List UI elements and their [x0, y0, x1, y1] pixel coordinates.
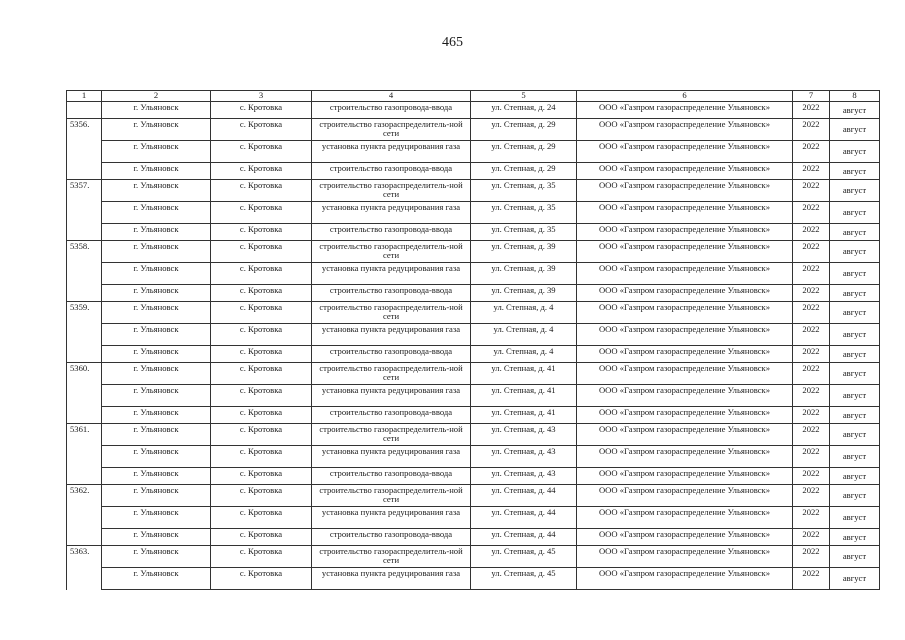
year-cell: 2022 — [793, 263, 830, 285]
work-type-cell: строительство газораспределитель-ной сети — [312, 119, 471, 141]
city-cell: г. Ульяновск — [102, 346, 211, 363]
column-header-2: 2 — [102, 91, 211, 102]
month-cell: август — [830, 485, 880, 507]
village-cell: с. Кротовка — [211, 119, 312, 141]
village-cell: с. Кротовка — [211, 141, 312, 163]
city-cell: г. Ульяновск — [102, 446, 211, 468]
year-cell: 2022 — [793, 202, 830, 224]
year-cell: 2022 — [793, 141, 830, 163]
work-type-cell: строительство газопровода-ввода — [312, 102, 471, 119]
city-cell: г. Ульяновск — [102, 424, 211, 446]
year-cell: 2022 — [793, 485, 830, 507]
table-row — [67, 485, 880, 507]
village-cell: с. Кротовка — [211, 346, 312, 363]
row-number — [67, 224, 102, 241]
organization-cell: ООО «Газпром газораспределение Ульяновск» — [577, 407, 793, 424]
year-cell: 2022 — [793, 241, 830, 263]
organization-cell: ООО «Газпром газораспределение Ульяновск» — [577, 507, 793, 529]
row-number — [67, 324, 102, 346]
work-type-cell: строительство газораспределитель-ной сети — [312, 241, 471, 263]
table-row — [67, 424, 880, 446]
row-number: 5359. — [67, 302, 102, 324]
organization-cell: ООО «Газпром газораспределение Ульяновск» — [577, 202, 793, 224]
column-header-8: 8 — [830, 91, 880, 102]
column-header-7: 7 — [793, 91, 830, 102]
organization-cell: ООО «Газпром газораспределение Ульяновск» — [577, 119, 793, 141]
village-cell: с. Кротовка — [211, 102, 312, 119]
year-cell: 2022 — [793, 546, 830, 568]
city-cell: г. Ульяновск — [102, 385, 211, 407]
table-row — [67, 446, 880, 468]
work-type-cell: установка пункта редуцирования газа — [312, 141, 471, 163]
city-cell: г. Ульяновск — [102, 407, 211, 424]
city-cell: г. Ульяновск — [102, 324, 211, 346]
organization-cell: ООО «Газпром газораспределение Ульяновск» — [577, 102, 793, 119]
year-cell: 2022 — [793, 507, 830, 529]
registry-table — [66, 90, 880, 590]
village-cell: с. Кротовка — [211, 424, 312, 446]
village-cell: с. Кротовка — [211, 263, 312, 285]
row-number — [67, 141, 102, 163]
row-number — [67, 263, 102, 285]
address-cell: ул. Степная, д. 44 — [471, 485, 577, 507]
month-cell: август — [830, 119, 880, 141]
header-row — [67, 91, 880, 102]
row-number: 5356. — [67, 119, 102, 141]
table-row — [67, 407, 880, 424]
table-row — [67, 507, 880, 529]
table-header — [67, 91, 880, 102]
work-type-cell: установка пункта редуцирования газа — [312, 202, 471, 224]
city-cell: г. Ульяновск — [102, 202, 211, 224]
village-cell: с. Кротовка — [211, 241, 312, 263]
year-cell: 2022 — [793, 363, 830, 385]
month-cell: август — [830, 324, 880, 346]
work-type-cell: установка пункта редуцирования газа — [312, 324, 471, 346]
organization-cell: ООО «Газпром газораспределение Ульяновск» — [577, 424, 793, 446]
city-cell: г. Ульяновск — [102, 485, 211, 507]
village-cell: с. Кротовка — [211, 546, 312, 568]
table-row — [67, 241, 880, 263]
address-cell: ул. Степная, д. 41 — [471, 363, 577, 385]
row-number: 5357. — [67, 180, 102, 202]
organization-cell: ООО «Газпром газораспределение Ульяновск» — [577, 546, 793, 568]
city-cell: г. Ульяновск — [102, 285, 211, 302]
address-cell: ул. Степная, д. 39 — [471, 241, 577, 263]
work-type-cell: строительство газораспределитель-ной сети — [312, 546, 471, 568]
city-cell: г. Ульяновск — [102, 102, 211, 119]
village-cell: с. Кротовка — [211, 224, 312, 241]
month-cell: август — [830, 468, 880, 485]
organization-cell: ООО «Газпром газораспределение Ульяновск» — [577, 385, 793, 407]
address-cell: ул. Степная, д. 29 — [471, 163, 577, 180]
month-cell: август — [830, 180, 880, 202]
address-cell: ул. Степная, д. 29 — [471, 141, 577, 163]
address-cell: ул. Степная, д. 44 — [471, 507, 577, 529]
year-cell: 2022 — [793, 529, 830, 546]
month-cell: август — [830, 241, 880, 263]
table-row — [67, 546, 880, 568]
column-header-1: 1 — [67, 91, 102, 102]
address-cell: ул. Степная, д. 45 — [471, 568, 577, 590]
organization-cell: ООО «Газпром газораспределение Ульяновск» — [577, 241, 793, 263]
table-row — [67, 119, 880, 141]
city-cell: г. Ульяновск — [102, 163, 211, 180]
row-number: 5358. — [67, 241, 102, 263]
address-cell: ул. Степная, д. 39 — [471, 263, 577, 285]
month-cell: август — [830, 507, 880, 529]
row-number: 5361. — [67, 424, 102, 446]
village-cell: с. Кротовка — [211, 163, 312, 180]
year-cell: 2022 — [793, 163, 830, 180]
table-row — [67, 263, 880, 285]
work-type-cell: строительство газопровода-ввода — [312, 346, 471, 363]
month-cell: август — [830, 263, 880, 285]
address-cell: ул. Степная, д. 43 — [471, 446, 577, 468]
row-number — [67, 446, 102, 468]
month-cell: август — [830, 363, 880, 385]
work-type-cell: строительство газопровода-ввода — [312, 468, 471, 485]
year-cell: 2022 — [793, 385, 830, 407]
city-cell: г. Ульяновск — [102, 529, 211, 546]
organization-cell: ООО «Газпром газораспределение Ульяновск» — [577, 180, 793, 202]
city-cell: г. Ульяновск — [102, 263, 211, 285]
address-cell: ул. Степная, д. 41 — [471, 407, 577, 424]
work-type-cell: строительство газораспределитель-ной сети — [312, 363, 471, 385]
work-type-cell: строительство газопровода-ввода — [312, 529, 471, 546]
month-cell: август — [830, 546, 880, 568]
month-cell: август — [830, 202, 880, 224]
table-row — [67, 202, 880, 224]
table-row — [67, 163, 880, 180]
address-cell: ул. Степная, д. 24 — [471, 102, 577, 119]
column-header-6: 6 — [577, 91, 793, 102]
row-number — [67, 202, 102, 224]
organization-cell: ООО «Газпром газораспределение Ульяновск» — [577, 446, 793, 468]
year-cell: 2022 — [793, 446, 830, 468]
table-row — [67, 102, 880, 119]
year-cell: 2022 — [793, 119, 830, 141]
table-row — [67, 468, 880, 485]
village-cell: с. Кротовка — [211, 446, 312, 468]
village-cell: с. Кротовка — [211, 468, 312, 485]
page-number: 465 — [442, 35, 463, 50]
year-cell: 2022 — [793, 568, 830, 590]
organization-cell: ООО «Газпром газораспределение Ульяновск» — [577, 468, 793, 485]
table-row — [67, 141, 880, 163]
address-cell: ул. Степная, д. 4 — [471, 346, 577, 363]
month-cell: август — [830, 446, 880, 468]
address-cell: ул. Степная, д. 43 — [471, 424, 577, 446]
month-cell: август — [830, 385, 880, 407]
address-cell: ул. Степная, д. 35 — [471, 180, 577, 202]
work-type-cell: установка пункта редуцирования газа — [312, 385, 471, 407]
organization-cell: ООО «Газпром газораспределение Ульяновск» — [577, 224, 793, 241]
city-cell: г. Ульяновск — [102, 119, 211, 141]
month-cell: август — [830, 424, 880, 446]
month-cell: август — [830, 285, 880, 302]
work-type-cell: строительство газораспределитель-ной сети — [312, 424, 471, 446]
village-cell: с. Кротовка — [211, 407, 312, 424]
village-cell: с. Кротовка — [211, 180, 312, 202]
organization-cell: ООО «Газпром газораспределение Ульяновск» — [577, 363, 793, 385]
village-cell: с. Кротовка — [211, 302, 312, 324]
month-cell: август — [830, 407, 880, 424]
table-row — [67, 385, 880, 407]
address-cell: ул. Степная, д. 35 — [471, 202, 577, 224]
organization-cell: ООО «Газпром газораспределение Ульяновск» — [577, 263, 793, 285]
table-body — [67, 102, 880, 590]
row-number — [67, 529, 102, 546]
work-type-cell: строительство газопровода-ввода — [312, 224, 471, 241]
month-cell: август — [830, 141, 880, 163]
organization-cell: ООО «Газпром газораспределение Ульяновск» — [577, 163, 793, 180]
work-type-cell: установка пункта редуцирования газа — [312, 568, 471, 590]
row-number: 5360. — [67, 363, 102, 385]
work-type-cell: установка пункта редуцирования газа — [312, 263, 471, 285]
village-cell: с. Кротовка — [211, 363, 312, 385]
work-type-cell: строительство газораспределитель-ной сети — [312, 302, 471, 324]
address-cell: ул. Степная, д. 44 — [471, 529, 577, 546]
address-cell: ул. Степная, д. 45 — [471, 546, 577, 568]
year-cell: 2022 — [793, 346, 830, 363]
month-cell: август — [830, 163, 880, 180]
organization-cell: ООО «Газпром газораспределение Ульяновск» — [577, 324, 793, 346]
month-cell: август — [830, 529, 880, 546]
work-type-cell: установка пункта редуцирования газа — [312, 446, 471, 468]
city-cell: г. Ульяновск — [102, 468, 211, 485]
address-cell: ул. Степная, д. 29 — [471, 119, 577, 141]
table-row — [67, 346, 880, 363]
row-number — [67, 468, 102, 485]
work-type-cell: строительство газопровода-ввода — [312, 285, 471, 302]
year-cell: 2022 — [793, 180, 830, 202]
year-cell: 2022 — [793, 407, 830, 424]
row-number — [67, 285, 102, 302]
village-cell: с. Кротовка — [211, 324, 312, 346]
row-number — [67, 163, 102, 180]
city-cell: г. Ульяновск — [102, 507, 211, 529]
year-cell: 2022 — [793, 324, 830, 346]
village-cell: с. Кротовка — [211, 385, 312, 407]
table-row — [67, 363, 880, 385]
month-cell: август — [830, 102, 880, 119]
month-cell: август — [830, 302, 880, 324]
city-cell: г. Ульяновск — [102, 363, 211, 385]
row-number: 5363. — [67, 546, 102, 568]
village-cell: с. Кротовка — [211, 202, 312, 224]
organization-cell: ООО «Газпром газораспределение Ульяновск» — [577, 485, 793, 507]
column-header-5: 5 — [471, 91, 577, 102]
city-cell: г. Ульяновск — [102, 141, 211, 163]
address-cell: ул. Степная, д. 4 — [471, 302, 577, 324]
row-number: 5362. — [67, 485, 102, 507]
city-cell: г. Ульяновск — [102, 180, 211, 202]
column-header-3: 3 — [211, 91, 312, 102]
address-cell: ул. Степная, д. 41 — [471, 385, 577, 407]
address-cell: ул. Степная, д. 35 — [471, 224, 577, 241]
table-row — [67, 302, 880, 324]
organization-cell: ООО «Газпром газораспределение Ульяновск» — [577, 302, 793, 324]
organization-cell: ООО «Газпром газораспределение Ульяновск» — [577, 529, 793, 546]
city-cell: г. Ульяновск — [102, 241, 211, 263]
table-row — [67, 180, 880, 202]
year-cell: 2022 — [793, 285, 830, 302]
village-cell: с. Кротовка — [211, 529, 312, 546]
row-number — [67, 568, 102, 590]
table-row — [67, 224, 880, 241]
address-cell: ул. Степная, д. 39 — [471, 285, 577, 302]
work-type-cell: строительство газораспределитель-ной сети — [312, 485, 471, 507]
year-cell: 2022 — [793, 468, 830, 485]
organization-cell: ООО «Газпром газораспределение Ульяновск» — [577, 285, 793, 302]
column-header-4: 4 — [312, 91, 471, 102]
organization-cell: ООО «Газпром газораспределение Ульяновск» — [577, 141, 793, 163]
month-cell: август — [830, 224, 880, 241]
year-cell: 2022 — [793, 102, 830, 119]
work-type-cell: строительство газопровода-ввода — [312, 163, 471, 180]
village-cell: с. Кротовка — [211, 485, 312, 507]
month-cell: август — [830, 568, 880, 590]
table-row — [67, 285, 880, 302]
month-cell: август — [830, 346, 880, 363]
village-cell: с. Кротовка — [211, 507, 312, 529]
row-number — [67, 407, 102, 424]
year-cell: 2022 — [793, 302, 830, 324]
address-cell: ул. Степная, д. 43 — [471, 468, 577, 485]
row-number — [67, 507, 102, 529]
city-cell: г. Ульяновск — [102, 568, 211, 590]
village-cell: с. Кротовка — [211, 285, 312, 302]
table-row — [67, 568, 880, 590]
table-row — [67, 529, 880, 546]
city-cell: г. Ульяновск — [102, 302, 211, 324]
city-cell: г. Ульяновск — [102, 224, 211, 241]
organization-cell: ООО «Газпром газораспределение Ульяновск» — [577, 346, 793, 363]
work-type-cell: установка пункта редуцирования газа — [312, 507, 471, 529]
address-cell: ул. Степная, д. 4 — [471, 324, 577, 346]
year-cell: 2022 — [793, 424, 830, 446]
year-cell: 2022 — [793, 224, 830, 241]
work-type-cell: строительство газораспределитель-ной сети — [312, 180, 471, 202]
city-cell: г. Ульяновск — [102, 546, 211, 568]
work-type-cell: строительство газопровода-ввода — [312, 407, 471, 424]
village-cell: с. Кротовка — [211, 568, 312, 590]
table-row — [67, 324, 880, 346]
row-number — [67, 346, 102, 363]
organization-cell: ООО «Газпром газораспределение Ульяновск» — [577, 568, 793, 590]
row-number — [67, 102, 102, 119]
row-number — [67, 385, 102, 407]
